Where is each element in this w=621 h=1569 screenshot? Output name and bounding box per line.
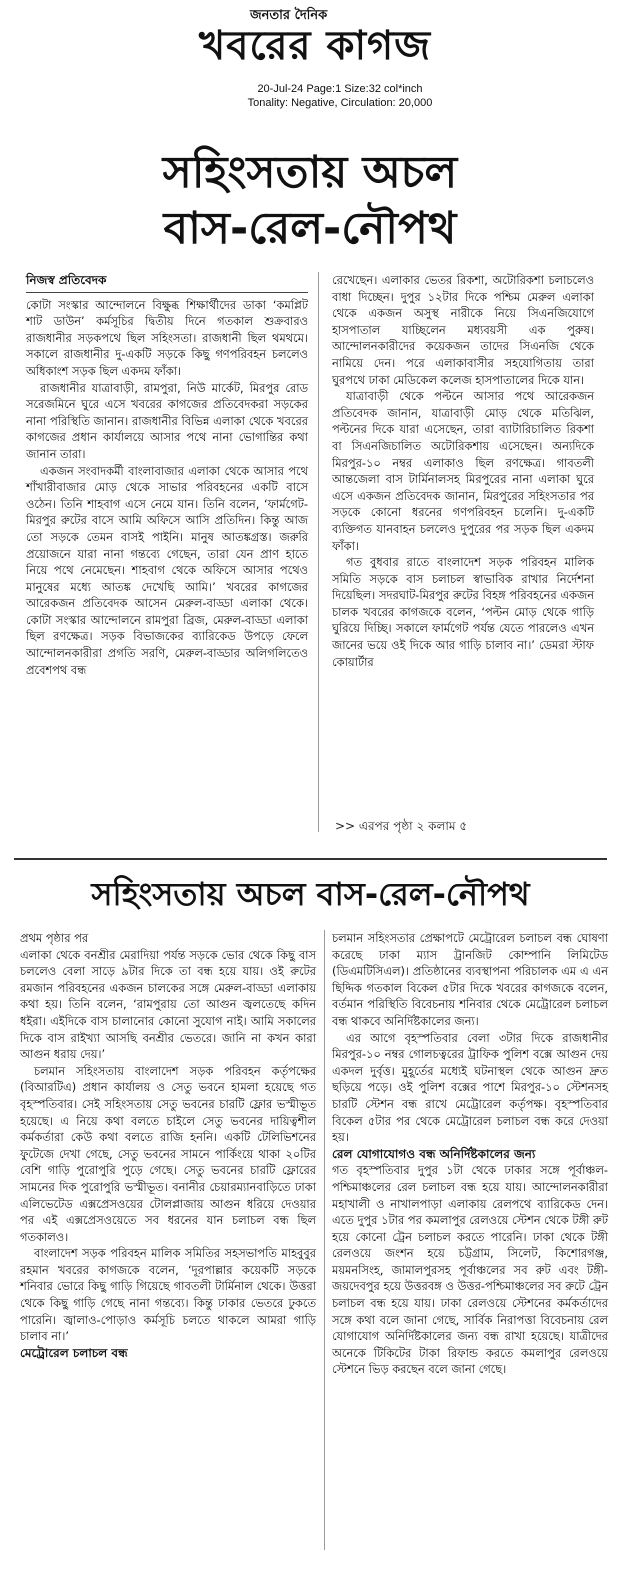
masthead-tagline: জনতার দৈনিক <box>250 8 328 23</box>
article2-paragraph: গত বৃহস্পতিবার দুপুর ১টা থেকে ঢাকার সঙ্গে পূর্বাঞ্চল-পশ্চিমাঞ্চলের রেল চলাচল বন্ধ হয়ে যায়। আন্দোলনকারীরা মহাখালী ও নাখালপাড়া এলাকায় রেলপথে ব্যারিকেড দেন। এতে দুপুর ১টার পর কমলাপুর রেলওয়ে স্টেশন থেকে টঙ্গী রুট হয়ে কোনো ট্রেন চলাচল করতে পারেনি। ঢাকা থেকে টঙ্গী রেলওয়ে জংশন হয়ে চট্টগ্রাম, সিলেট, কিশোরগঞ্জ, ময়মনসিংহ, জামালপুরসহ পূর্বাঞ্চলের সব রুট এবং টঙ্গী-জয়দেবপুর হয়ে উত্তরবঙ্গ ও উত্তর-পশ্চিমাঞ্চলের সব রুটে ট্রেন চলাচল বন্ধ হয়ে যায়। ঢাকা রেলওয়ে স্টেশনের কর্মকর্তাদের সঙ্গে কথা বলে জানা গেছে, সার্বিক নিরাপত্তা বিবেচনায় রেল যোগাযোগ অনির্দিষ্টকালের জন্য বন্ধ রাখা হয়েছে। যাত্রীদের অনেকে টিকিটের টাকা রিফান্ড করতে কমলাপুর রেলওয়ে স্টেশনে ভিড় করছেন বলে জানা গেছে। <box>332 1163 608 1377</box>
article2-paragraph: চলমান সহিংসতার প্রেক্ষাপটে মেট্রোরেল চলাচল বন্ধ ঘোষণা করেছে ঢাকা ম্যাস ট্রানজিট কোম্পানি লিমিটেড (ডিএমটিসিএল)। প্রতিষ্ঠানের ব্যবস্থাপনা পরিচালক এম এ এন ছিদ্দিক গতকাল বিকেল ৫টার দিকে খবরের কাগজকে বলেন, বর্তমান পরিস্থিতি বিবেচনায় শনিবার থেকে মেট্রোরেল চলাচল বন্ধ থাকবে অনির্দিষ্টকালের জন্য। <box>332 931 608 1028</box>
article2-paragraph: এর আগে বৃহস্পতিবার বেলা ৩টার দিকে রাজধানীর মিরপুর-১০ নম্বর গোলচত্বরের ট্রাফিক পুলিশ বক্সে আগুন দেয় একদল দুর্বৃত্ত। মুহূর্তের মধ্যেই ঘটনাস্থল থেকে আগুন দ্রুত ছড়িয়ে পড়ে। ওই পুলিশ বক্সের পাশে মিরপুর-১০ স্টেশনসহ চারটি স্টেশন বন্ধ রাখে মেট্রোরেল কর্তৃপক্ষ। বৃহস্পতিবার বিকেল ৫টার পর থেকে মেট্রোরেল চলাচল বন্ধ করে দেওয়া হয়। <box>332 1030 608 1145</box>
article2-paragraph: চলমান সহিংসতায় বাংলাদেশ সড়ক পরিবহন কর্তৃপক্ষের (বিআরটিএ) প্রধান কার্যালয় ও সেতু ভবনে হামলা হয়েছে গত বৃহস্পতিবার। সেই সহিংসতায় সেতু ভবনের চারটি ফ্লোর ভস্মীভূত হয়েছে। এ নিয়ে কথা বলতে চাইলে সেতু ভবনের দায়িত্বশীল কর্মকর্তারা কেউ কথা বলতে রাজি হননি। একটি টেলিভিশনের ফুটেজে দেখা গেছে, সেতু ভবনের সামনে পার্কিংয়ে থাকা ২০টির বেশি গাড়ি পুরোপুরি পুড়ে গেছে। সেতু ভবনের চারটি ফ্লোরের সামনের দিক পুরোপুরি ভস্মীভূত। বনানীর চেয়ারম্যানবাড়িতে ঢাকা এলিভেটেড এক্সপ্রেসওয়ের টোলপ্লাজায় আগুন ধরিয়ে দেওয়ার পর এই এক্সপ্রেসওয়েতে সব ধরনের যান চলাচল বন্ধ ছিল গতকালও। <box>20 1063 316 1244</box>
article1-headline <box>60 145 560 257</box>
article1-column-2 <box>332 272 594 670</box>
article2-paragraph: বাংলাদেশ সড়ক পরিবহন মালিক সমিতির সহসভাপতি মাহবুবুর রহমান খবরের কাগজকে বলেন, ‘দূরপাল্লার কয়েকটি সড়কে শনিবার ভোরে কিছু গাড়ি গিয়েছে গাবতলী টার্মিনাল থেকে। উত্তরা থেকে কিছু গাড়ি গেছে নানা গন্তব্যে। কিন্তু ঢাকার ভেতরে ঢুকতে পারেনি। জ্বালাও-পোড়াও কর্মসূচি চলতে থাকলে আমরা গাড়ি চালাব না।’ <box>20 1246 316 1344</box>
article1-headline-line1: সহিংসতায় অচল <box>162 147 458 198</box>
article2-headline: সহিংসতায় অচল বাস-রেল-নৌপথ <box>91 875 530 913</box>
clipping-meta-date: 20-Jul-24 Page:1 Size:32 col*inch <box>257 83 423 95</box>
article2-column-2 <box>332 930 608 1378</box>
article1-paragraph: কোটা সংস্কার আন্দোলনে বিক্ষুব্ধ শিক্ষার্থীদের ডাকা ‘কমপ্লিট শাট ডাউন’ কর্মসূচির দ্বিতীয় দিনে গতকাল শুক্রবারও রাজধানীর সড়কপথে ছিল সহিংসতা। রাজধানী ছিল থমথমে। সকালে রাজধানীর দু-একটি সড়কে কিছু গণপরিবহন চললেও অধিকাংশ সড়ক ছিল একদম ফাঁকা। <box>26 297 308 378</box>
article2-column-1 <box>20 930 316 1361</box>
article1-headline-line2: বাস-রেল-নৌপথ <box>163 203 457 254</box>
article1-paragraph: রেখেছেন। এলাকার ভেতর রিকশা, অটোরিকশা চলাচলেও বাধা দিচ্ছেন। দুপুর ১২টার দিকে পশ্চিম মেরুল এলাকা থেকে একজন অসুস্থ নারীকে নিয়ে সিএনজিযোগে হাসপাতাল যাচ্ছিলেন মধ্যবয়সী এক পুরুষ। আন্দোলনকারীদের কয়েকজন তাদের সিএনজি থেকে নামিয়ে দেন। পরে এলাকাবাসীর সহযোগিতায় তারা ঘুরপথে ঢাকা মেডিকেল কলেজ হাসপাতালের দিকে যান। <box>332 273 594 387</box>
clipping-divider <box>14 858 607 860</box>
masthead-title: খবরের কাগজ <box>198 23 432 69</box>
article1-byline: নিজস্ব প্রতিবেদক <box>26 272 308 293</box>
article1-paragraph: রাজধানীর যাত্রাবাড়ী, রামপুরা, নিউ মার্কেট, মিরপুর রোড সরেজমিনে ঘুরে এসে খবরের কাগজের প্রতিবেদকরা সড়কের নানা পরিস্থিতি জানান। রাজধানীর বিভিন্ন এলাকা থেকে খবরের কাগজের প্রধান কার্যালয়ে আসার পথে নানা ভোগান্তির কথা জানান তারা। <box>26 380 308 461</box>
continued-on-page-note: >> এরপর পৃষ্ঠা ২ কলাম ৫ <box>335 819 468 833</box>
from-front-page-label: প্রথম পৃষ্ঠার পর <box>20 931 89 945</box>
article1-column-1 <box>26 272 308 678</box>
column-rule <box>318 272 319 832</box>
article1-paragraph: গত বুধবার রাতে বাংলাদেশ সড়ক পরিবহন মালিক সমিতি সড়কে বাস চলাচল স্বাভাবিক রাখার নির্দেশনা দিয়েছিল। সদরঘাট-মিরপুর রুটের বিহঙ্গ পরিবহনের একজন চালক খবরের কাগজকে বলেন, ‘পল্টন মোড় থেকে গাড়ি ঘুরিয়ে দিচ্ছি। সকালে ফার্মগেট পর্যন্ত যেতে পারলেও এখন জানের ভয়ে ওই দিকে আর গাড়ি চালাব না।’ ডেমরা স্টাফ কোয়ার্টার <box>332 555 594 669</box>
metro-subheading: মেট্রোরেল চলাচল বন্ধ <box>20 1345 128 1360</box>
rail-subheading: রেল যোগাযোগও বন্ধ অনির্দিষ্টকালের জন্য <box>332 1146 536 1161</box>
column-rule <box>324 930 325 1550</box>
article1-paragraph: একজন সংবাদকর্মী বাংলাবাজার এলাকা থেকে আসার পথে শাঁখারীবাজার মোড় থেকে সাভার পরিবহনের একটি বাসে ওঠেন। তিনি শাহবাগ এসে নেমে যান। তিনি বলেন, ‘ফার্মগেট-মিরপুর রুটের বাসে আমি অফিসে আসি প্রতিদিন। কিন্তু আজ তো সড়কে তেমন বাসই পাইনি। মানুষ আতঙ্কগ্রস্ত। জরুরি প্রয়োজনে যারা নানা গন্তব্যে গেছেন, তারা যেন প্রাণ হাতে নিয়ে পথে নেমেছেন। শাহবাগ থেকে অফিসে আসার পথেও মানুষের মধ্যে আতঙ্ক দেখেছি আমি।’ খবরের কাগজের আরেকজন প্রতিবেদক আসেন মেরুল-বাড্ডা এলাকা থেকে। কোটা সংস্কার আন্দোলনে রামপুরা ব্রিজ, মেরুল-বাড্ডা এলাকা ছিল রণক্ষেত্র। সড়ক বিভাজকের ব্যারিকেড উপড়ে ফেলে আন্দোলনকারীরা প্রগতি সরণি, মেরুল-বাড্ডার অলিগলিতেও প্রবেশপথ বন্ধ <box>26 463 308 677</box>
clipping-meta-tonality: Tonality: Negative, Circulation: 20,000 <box>247 97 433 109</box>
article2-paragraph: এলাকা থেকে বনশ্রীর মেরাদিয়া পর্যন্ত সড়কে ভোর থেকে কিছু বাস চললেও বেলা সাড়ে ৯টার দিকে তা বন্ধ হয়ে যায়। ওই রুটের রমজান পরিবহনের একজন চালকের সঙ্গে মেরুল-বাড্ডা এলাকায় কথা হয়। তিনি বলেন, ‘রামপুরায় তো আগুন জ্বলতেছে কদিন ধইরা। এইদিকে বাস চালানোর কোনো সুযোগ নাই। আমি সকালের দিকে বাস রাইখ্যা আসছি বনশ্রীর ভেতরে। জানি না কখন কারা আগুন ধরায় দেয়।’ <box>20 947 316 1062</box>
article1-paragraph: যাত্রাবাড়ী থেকে পল্টনে আসার পথে আরেকজন প্রতিবেদক জানান, যাত্রাবাড়ী মোড় থেকে মতিঝিল, পল্টনের দিকে যারা এসেছেন, তারা ব্যাটারিচালিত রিকশা বা সিএনজিচালিত অটোরিকশায় এসেছেন। অন্যদিকে মিরপুর-১০ নম্বর এলাকাও ছিল রণক্ষেত্র। গাবতলী আন্তজেলা বাস টার্মিনালসহ মিরপুরের নানা এলাকা ঘুরে এসে একজন প্রতিবেদক জানান, মিরপুরের সহিংসতার পর সড়কে কোনো ধরনের গণপরিবহন চলেনি। দু-একটি ব্যক্তিগত যানবাহন চললেও দুপুরের পর সড়ক ছিল একদম ফাঁকা। <box>332 389 594 553</box>
